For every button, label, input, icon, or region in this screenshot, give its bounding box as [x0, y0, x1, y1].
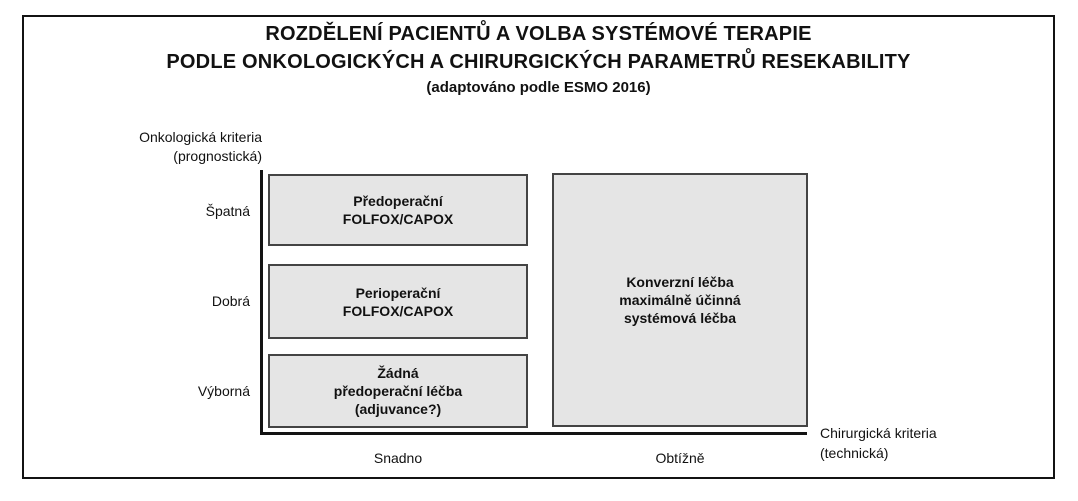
y-axis-label-line-2: (prognostická): [173, 148, 262, 164]
box-text-line: předoperační léčba: [333, 383, 463, 399]
box-text-line: FOLFOX/CAPOX: [342, 302, 454, 319]
title-line-1: ROZDĚLENÍ PACIENTŮ A VOLBA SYSTÉMOVÉ TERAPIE: [265, 23, 812, 45]
y-axis-tick-dobra: Dobrá: [211, 293, 250, 309]
box-perioperacni-folfox: [268, 264, 528, 339]
y-axis-tick-spatna: Špatná: [205, 203, 250, 219]
box-predoperacni-folfox: [268, 174, 528, 246]
title-line-2: PODLE ONKOLOGICKÝCH A CHIRURGICKÝCH PARAMETRŮ RESEKABILITY: [166, 51, 911, 73]
box-zadna-predoperacni-lecba: [268, 354, 528, 428]
box-text-line: systémová léčba: [623, 310, 737, 326]
x-axis-label-line-1: Chirurgická kriteria: [820, 425, 937, 441]
box-text-line: Konverzní léčba: [626, 274, 734, 290]
y-axis-label-line-1: Onkologická kriteria: [139, 129, 262, 145]
box-text-line: Perioperační: [355, 284, 441, 301]
box-text-line: Žádná: [377, 365, 419, 381]
y-axis-tick-vyborna: Výborná: [197, 383, 250, 399]
box-text-line: maximálně účinná: [619, 292, 741, 308]
x-axis-line: [260, 432, 807, 435]
y-axis-label: [139, 128, 262, 166]
x-axis-tick-snadno: Snadno: [373, 450, 423, 466]
box-text-line: (adjuvance?): [354, 401, 442, 417]
diagram-title: [22, 20, 1055, 100]
x-axis-tick-obtizne: Obtížně: [655, 450, 705, 466]
box-text-line: Předoperační: [353, 193, 443, 209]
box-text-line: FOLFOX/CAPOX: [342, 211, 454, 227]
x-axis-label-line-2: (technická): [820, 445, 889, 461]
box-konverzni-lecba: [552, 173, 808, 427]
x-axis-label: [820, 423, 937, 463]
title-line-3: (adaptováno podle ESMO 2016): [426, 79, 651, 96]
y-axis-line: [260, 170, 263, 435]
